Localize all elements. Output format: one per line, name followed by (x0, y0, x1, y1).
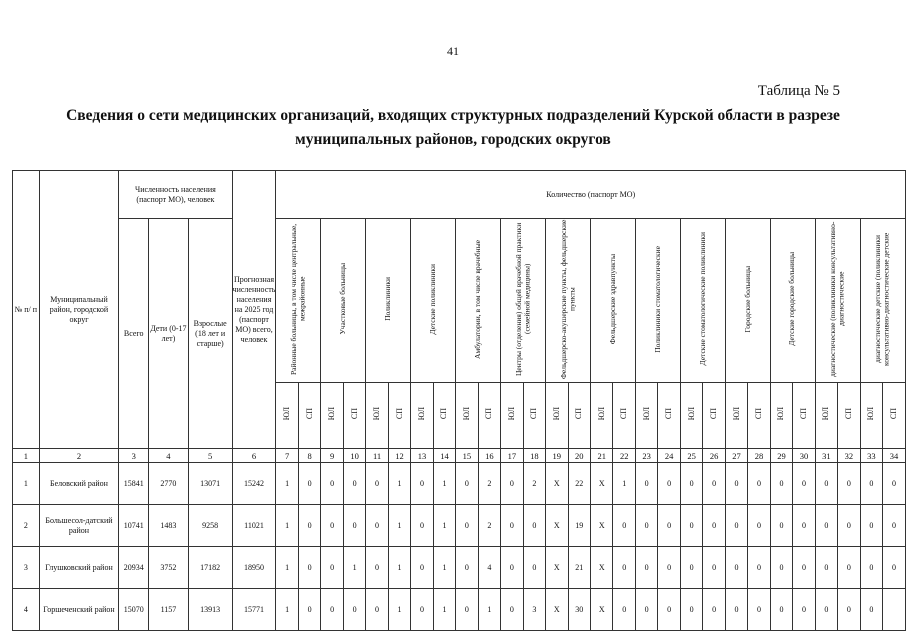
header-category (546, 219, 591, 383)
header-sub-sp (388, 383, 410, 449)
row-value: 0 (456, 589, 478, 631)
row-children: 3752 (149, 547, 189, 589)
header-category (276, 219, 321, 383)
row-children: 1157 (149, 589, 189, 631)
row-value: X (546, 589, 568, 631)
column-number: 21 (590, 449, 612, 463)
header-sub-sp (748, 383, 770, 449)
row-value: 0 (298, 547, 320, 589)
header-sub-sp (298, 383, 320, 449)
row-value: 0 (635, 505, 657, 547)
row-value: 0 (860, 505, 882, 547)
header-category-label: Детские стоматологические поликлиники (697, 232, 707, 366)
row-value: 0 (725, 463, 747, 505)
row-value: 4 (478, 547, 500, 589)
header-sub-label: ЮЛ (372, 407, 382, 421)
header-category-label: Центры (отделения) общей врачебной практики (семейной медицины) (513, 222, 532, 376)
table-row (13, 589, 906, 631)
header-sub-label: СП (304, 408, 314, 420)
row-value: 0 (680, 505, 702, 547)
header-sub-label: ЮЛ (866, 407, 876, 421)
column-number: 5 (188, 449, 232, 463)
row-value: 0 (321, 505, 343, 547)
row-value: 19 (568, 505, 590, 547)
column-number: 3 (119, 449, 149, 463)
column-number: 11 (366, 449, 388, 463)
row-value: 0 (366, 505, 388, 547)
row-adults: 9258 (188, 505, 232, 547)
row-value: 1 (433, 505, 455, 547)
row-value: X (590, 505, 612, 547)
row-no: 4 (13, 589, 40, 631)
row-value: X (546, 547, 568, 589)
header-category-label: диагностические детские (поликлиники консультативно-диагностические детские (873, 232, 891, 366)
column-number: 15 (456, 449, 478, 463)
header-sub-ul (635, 383, 657, 449)
column-number: 30 (793, 449, 815, 463)
row-value: X (590, 589, 612, 631)
table-row (13, 547, 906, 589)
column-number: 20 (568, 449, 590, 463)
row-value: 0 (523, 547, 545, 589)
row-value: 0 (635, 463, 657, 505)
header-sub-label: ЮЛ (551, 407, 561, 421)
header-sub-label: ЮЛ (731, 407, 741, 421)
column-number: 1 (13, 449, 40, 463)
row-value: 0 (815, 463, 837, 505)
header-sub-label: ЮЛ (416, 407, 426, 421)
row-value: 3 (523, 589, 545, 631)
row-value: 0 (613, 505, 635, 547)
row-forecast: 15771 (232, 589, 276, 631)
document-title: Сведения о сети медицинских организаций, входящих структурных подразделений Курской области в разрезе муниципальных районов, городских округов (66, 107, 840, 148)
header-sub-label: СП (709, 408, 719, 420)
column-number: 29 (770, 449, 792, 463)
row-value: 1 (276, 589, 298, 631)
row-value: 2 (523, 463, 545, 505)
column-number: 26 (703, 449, 725, 463)
row-no: 1 (13, 463, 40, 505)
row-value: 0 (680, 547, 702, 589)
header-category-label: Фельдшерско-акушерские пункты, фельдшерские пункты (558, 219, 577, 379)
header-category (680, 219, 725, 383)
column-number: 19 (546, 449, 568, 463)
row-district: Большесол-датский район (39, 505, 119, 547)
header-sub-label: СП (394, 408, 404, 420)
row-children: 1483 (149, 505, 189, 547)
header-pop-total: Всего (119, 219, 149, 449)
header-sub-label: СП (664, 408, 674, 420)
table-label: Таблица № 5 (757, 83, 840, 99)
column-number: 4 (149, 449, 189, 463)
row-value: 2 (478, 505, 500, 547)
row-value: 0 (770, 547, 792, 589)
row-value: 0 (748, 547, 770, 589)
row-district: Горшеченский район (39, 589, 119, 631)
header-sub-label: СП (619, 408, 629, 420)
header-sub-ul (411, 383, 433, 449)
row-value: 0 (456, 547, 478, 589)
header-pop-children: Дети (0-17 лет) (149, 219, 189, 449)
row-value: 1 (433, 463, 455, 505)
row-value: X (546, 463, 568, 505)
table-row (13, 505, 906, 547)
row-no: 2 (13, 505, 40, 547)
row-value: 0 (321, 463, 343, 505)
header-category (860, 219, 905, 383)
column-number: 31 (815, 449, 837, 463)
row-value: 0 (770, 463, 792, 505)
header-sub-label: ЮЛ (686, 407, 696, 421)
column-number: 32 (838, 449, 860, 463)
header-sub-sp (523, 383, 545, 449)
header-sub-sp (343, 383, 365, 449)
row-value: 1 (388, 505, 410, 547)
column-number: 12 (388, 449, 410, 463)
row-value: 2 (478, 463, 500, 505)
row-value: 0 (501, 463, 523, 505)
row-value: 1 (388, 589, 410, 631)
header-sub-label: ЮЛ (641, 407, 651, 421)
header-forecast: Прогнозная численность населения на 2025 год (паспорт МО) всего, человек (232, 171, 276, 449)
header-sub-sp (793, 383, 815, 449)
column-number: 18 (523, 449, 545, 463)
column-number: 24 (658, 449, 680, 463)
row-value: 1 (343, 547, 365, 589)
row-value: 1 (276, 547, 298, 589)
row-value: 0 (793, 589, 815, 631)
header-sub-label: ЮЛ (776, 407, 786, 421)
header-sub-label: СП (843, 408, 853, 420)
row-value: 1 (276, 463, 298, 505)
row-value: 0 (635, 589, 657, 631)
row-no: 3 (13, 547, 40, 589)
row-value: 0 (456, 463, 478, 505)
row-value: 1 (613, 463, 635, 505)
header-sub-ul (860, 383, 882, 449)
header-category (456, 219, 501, 383)
header-category-label: Поликлиники (383, 277, 393, 321)
row-children: 2770 (149, 463, 189, 505)
row-value: 0 (860, 547, 882, 589)
row-value: 0 (860, 589, 882, 631)
row-value: 0 (613, 589, 635, 631)
header-category-label: Детские поликлиники (427, 263, 437, 335)
row-value: 0 (501, 547, 523, 589)
row-value: 0 (343, 463, 365, 505)
row-value: 0 (838, 547, 860, 589)
header-sub-ul (680, 383, 702, 449)
header-sub-ul (590, 383, 612, 449)
header-sub-ul (456, 383, 478, 449)
row-total: 20934 (119, 547, 149, 589)
header-sub-label: СП (574, 408, 584, 420)
page-number: 41 (447, 44, 459, 58)
header-sub-label: СП (529, 408, 539, 420)
row-value: 0 (298, 589, 320, 631)
column-number: 23 (635, 449, 657, 463)
row-value: 30 (568, 589, 590, 631)
row-value: 0 (298, 505, 320, 547)
row-value: 0 (883, 463, 906, 505)
row-value: 0 (725, 547, 747, 589)
header-sub-sp (883, 383, 906, 449)
header-category (815, 219, 860, 383)
column-number: 34 (883, 449, 906, 463)
header-sub-label: СП (889, 408, 899, 420)
row-value: 0 (703, 463, 725, 505)
network-table (12, 170, 906, 631)
header-sub-sp (478, 383, 500, 449)
header-sub-label: СП (798, 408, 808, 420)
row-adults: 13913 (188, 589, 232, 631)
row-value: 1 (276, 505, 298, 547)
row-district: Беловский район (39, 463, 119, 505)
row-value: 0 (635, 547, 657, 589)
row-value: 0 (725, 589, 747, 631)
row-value: 0 (748, 463, 770, 505)
row-value: 0 (838, 463, 860, 505)
column-number: 33 (860, 449, 882, 463)
header-category (501, 219, 546, 383)
header-category (770, 219, 815, 383)
row-value: 0 (703, 505, 725, 547)
header-sub-label: СП (484, 408, 494, 420)
row-value: 0 (658, 589, 680, 631)
header-district: Муниципальный район, городской округ (39, 171, 119, 449)
row-value: X (546, 505, 568, 547)
row-district: Глушковский район (39, 547, 119, 589)
header-sub-label: ЮЛ (821, 407, 831, 421)
header-sub-label: ЮЛ (596, 407, 606, 421)
row-value: 0 (703, 589, 725, 631)
row-value: 0 (411, 463, 433, 505)
header-sub-ul (725, 383, 747, 449)
row-value: 0 (860, 463, 882, 505)
row-total: 10741 (119, 505, 149, 547)
header-category (411, 219, 456, 383)
header-sub-ul (770, 383, 792, 449)
row-value: 0 (748, 589, 770, 631)
row-value (883, 589, 906, 631)
row-total: 15841 (119, 463, 149, 505)
header-pop-adults: Взрослые (18 лет и старше) (188, 219, 232, 449)
header-sub-ul (321, 383, 343, 449)
column-number: 27 (725, 449, 747, 463)
header-category (366, 219, 411, 383)
header-category (725, 219, 770, 383)
row-forecast: 11021 (232, 505, 276, 547)
row-value: 0 (793, 463, 815, 505)
header-category (321, 219, 366, 383)
header-sub-sp (703, 383, 725, 449)
column-number: 22 (613, 449, 635, 463)
row-value: 0 (501, 589, 523, 631)
column-number: 16 (478, 449, 500, 463)
header-category (635, 219, 680, 383)
header-sub-label: СП (754, 408, 763, 420)
row-value: 0 (298, 463, 320, 505)
column-number: 28 (748, 449, 770, 463)
header-sub-sp (658, 383, 680, 449)
header-sub-ul (546, 383, 568, 449)
header-sub-label: СП (439, 408, 449, 420)
header-sub-ul (815, 383, 837, 449)
header-sub-label: ЮЛ (327, 407, 337, 421)
row-value: 0 (658, 463, 680, 505)
row-value: 0 (838, 589, 860, 631)
header-category-label: Районные больницы, в том числе центральные, межрайонные (288, 223, 307, 375)
row-forecast: 18950 (232, 547, 276, 589)
column-number: 7 (276, 449, 298, 463)
header-no: № п/ п (13, 171, 40, 449)
row-value: 0 (770, 589, 792, 631)
column-number: 8 (298, 449, 320, 463)
row-value: 1 (388, 463, 410, 505)
row-value: 0 (456, 505, 478, 547)
header-sub-sp (433, 383, 455, 449)
row-value: 0 (748, 505, 770, 547)
row-value: 0 (658, 547, 680, 589)
row-value: X (590, 463, 612, 505)
row-value: 0 (703, 547, 725, 589)
header-sub-sp (613, 383, 635, 449)
column-number: 6 (232, 449, 276, 463)
row-value: 0 (770, 505, 792, 547)
row-value: 0 (658, 505, 680, 547)
row-value: 1 (388, 547, 410, 589)
header-category-label: диагностические (поликлиники консультативно-диагностические (828, 221, 846, 377)
row-value: 0 (613, 547, 635, 589)
row-value: 21 (568, 547, 590, 589)
row-value: 0 (793, 505, 815, 547)
header-category-label: Амбулатории, в том числе врачебные (472, 239, 482, 359)
row-value: 0 (411, 547, 433, 589)
row-value: 0 (815, 505, 837, 547)
row-value: 1 (433, 547, 455, 589)
row-adults: 13071 (188, 463, 232, 505)
header-sub-sp (838, 383, 860, 449)
row-value: 0 (725, 505, 747, 547)
header-sub-label: ЮЛ (461, 407, 471, 421)
row-value: 0 (815, 547, 837, 589)
column-number: 17 (501, 449, 523, 463)
header-sub-label: ЮЛ (282, 407, 292, 421)
column-number: 25 (680, 449, 702, 463)
row-value: 0 (411, 505, 433, 547)
row-value: 0 (680, 463, 702, 505)
row-value: 22 (568, 463, 590, 505)
header-category-label: Детские городские больницы (787, 252, 797, 346)
row-value: 0 (883, 547, 906, 589)
header-sub-label: ЮЛ (506, 407, 516, 421)
header-category-label: Поликлиники стоматологические (652, 245, 662, 353)
table-row (13, 463, 906, 505)
header-quantity: Количество (паспорт МО) (276, 171, 906, 219)
row-value: 0 (883, 505, 906, 547)
row-adults: 17182 (188, 547, 232, 589)
column-number: 2 (39, 449, 119, 463)
row-value: 0 (838, 505, 860, 547)
row-value: 0 (343, 505, 365, 547)
row-value: 0 (793, 547, 815, 589)
row-value: 0 (321, 547, 343, 589)
row-value: 0 (680, 589, 702, 631)
header-category-label: Городские больницы (742, 265, 752, 333)
column-number: 13 (411, 449, 433, 463)
header-category-label: Фельдшерские здравпункты (607, 253, 617, 345)
header-sub-ul (501, 383, 523, 449)
header-category (590, 219, 635, 383)
row-value: 0 (366, 463, 388, 505)
row-value: 0 (411, 589, 433, 631)
row-value: 0 (523, 505, 545, 547)
header-population: Численность населения (паспорт МО), человек (119, 171, 232, 219)
row-value: 0 (321, 589, 343, 631)
header-sub-ul (366, 383, 388, 449)
column-number: 14 (433, 449, 455, 463)
row-value: X (590, 547, 612, 589)
row-value: 1 (433, 589, 455, 631)
row-value: 1 (478, 589, 500, 631)
row-value: 0 (366, 547, 388, 589)
row-value: 0 (343, 589, 365, 631)
row-forecast: 15242 (232, 463, 276, 505)
header-sub-ul (276, 383, 298, 449)
row-total: 15070 (119, 589, 149, 631)
header-sub-sp (568, 383, 590, 449)
header-sub-label: СП (349, 408, 359, 420)
column-number: 9 (321, 449, 343, 463)
row-value: 0 (366, 589, 388, 631)
row-value: 0 (815, 589, 837, 631)
header-category-label: Участковые больницы (338, 263, 348, 335)
row-value: 0 (501, 505, 523, 547)
column-number: 10 (343, 449, 365, 463)
